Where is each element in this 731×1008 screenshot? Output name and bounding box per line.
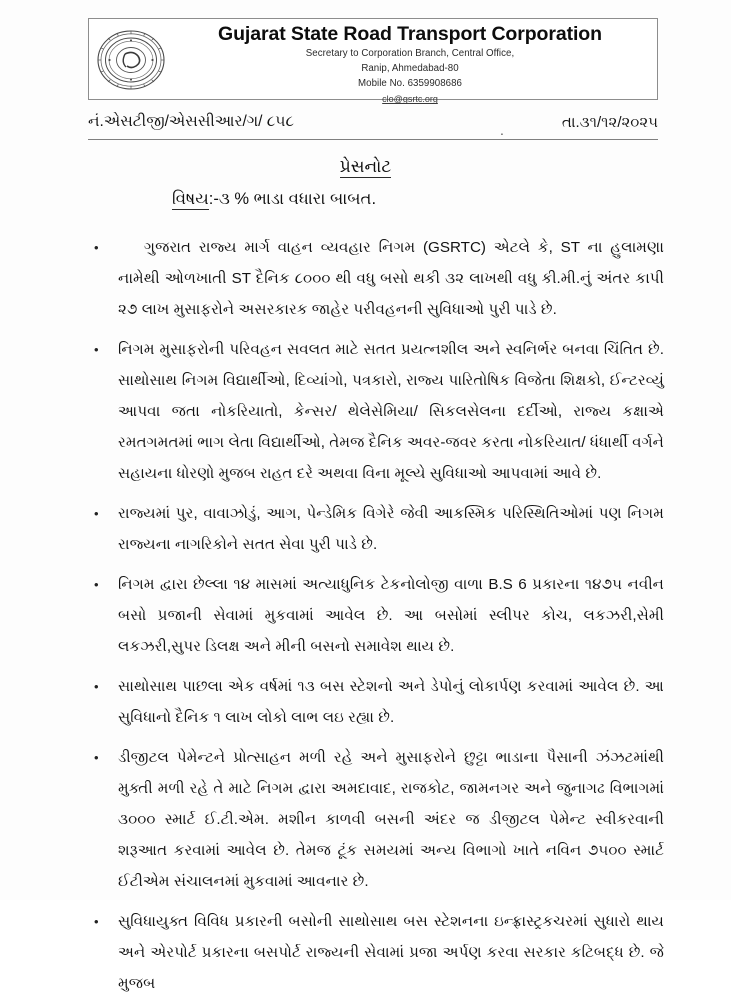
address-line-2: Ranip, Ahmedabad-80 bbox=[361, 63, 459, 75]
bullet-text: રાજ્યમાં પુર, વાવાઝોડું, આગ, પેન્ડેમિક વિગેરે જેવી આકસ્મિક પરિસ્થિતિઓમાં પણ નિગમ રાજ્યના નાગરિકોને સતત સેવા પુરી પાડે છે. bbox=[118, 505, 664, 553]
bullet-text: સાથોસાથ પાછલા એક વર્ષમાં ૧૩ બસ સ્ટેશનો અને ડેપોનું લોકાર્પણ કરવામાં આવેલ છે. આ સુવિધાનો દૈનિક ૧ લાખ લોકો લાભ લઇ રહ્યા છે. bbox=[118, 678, 664, 726]
bullet-marker-icon: • bbox=[94, 240, 99, 255]
list-item bbox=[92, 671, 664, 733]
body-content bbox=[92, 232, 664, 1008]
bullet-marker-icon: • bbox=[94, 679, 99, 694]
list-item bbox=[92, 498, 664, 560]
email-address: clo@gsrtc.org bbox=[382, 94, 438, 105]
gsrtc-seal-emblem-icon bbox=[95, 24, 167, 96]
bullet-marker-icon: • bbox=[94, 914, 99, 929]
list-item bbox=[92, 569, 664, 662]
reference-line bbox=[88, 113, 658, 140]
reference-separator-dot: . bbox=[500, 122, 504, 138]
bullet-marker-icon: • bbox=[94, 750, 99, 765]
page-title-text: પ્રેસનોટ bbox=[339, 157, 392, 176]
organization-name: Gujarat State Road Transport Corporation bbox=[218, 23, 602, 45]
bullet-marker-icon: • bbox=[94, 577, 99, 592]
subject-text: :-૩ % ભાડા વધારા બાબત. bbox=[208, 190, 377, 208]
bullet-text: સુવિધાયુક્ત વિવિધ પ્રકારની બસોની સાથોસાથ બસ સ્ટેશનના ઇન્ફ્રાસ્ટ્રકચરમાં સુધારો થાય અને એરપોર્ટ પ્રકારના બસપોર્ટ રાજ્યની સેવામાં પ્રજા અર્પણ કરવા સરકાર કટિબદ્ધ છે. જે મુજબ bbox=[118, 913, 664, 992]
bullet-text: નિગમ મુસાફરોની પરિવહન સવલત માટે સતત પ્રયત્નશીલ અને સ્વનિર્ભર બનવા ચિંતિત છે. સાથોસાથ નિગમ વિદ્યાર્થીઓ, દિવ્યાંગો, પત્રકારો, રાજ્ય પારિતોષિક વિજેતા શિક્ષકો, ઈન્ટરવ્યું આપવા જતા નોકરિયાતો, કેન્સર/ થેલેસેમિયા/ સિકલસેલના દર્દીઓ, રાજ્ય કક્ષાએ રમતગમતમાં ભાગ લેતા વિદ્યાર્થીઓ, તેમજ દૈનિક અવર-જવર કરતા નોકરિયાત/ ધંધાર્થી વર્ગને સહાયના ધોરણો મુજબ રાહત દરે અથવા વિના મૂલ્યે સુવિધાઓ આપવામાં આવે છે. bbox=[118, 341, 664, 482]
page-title bbox=[0, 157, 731, 177]
letterhead-text-block bbox=[167, 21, 653, 107]
bullet-text: ગુજરાત રાજ્ય માર્ગ વાહન વ્યવહાર નિગમ (GSRTC) એટલે કે, ST ના હુલામણા નામેથી ઓળખાતી ST દૈનિક ૮૦૦૦ થી વધુ બસો થકી ૩૨ લાખથી વધુ કી.મી.નું અંતર કાપી ૨૭ લાખ મુસાફરોને અસરકારક જાહેર પરીવહનની સુવિધાઓ પુરી પાડે છે. bbox=[118, 239, 664, 318]
bullet-marker-icon: • bbox=[94, 506, 99, 521]
address-line-1: Secretary to Corporation Branch, Central Office, bbox=[305, 48, 515, 60]
list-item bbox=[92, 232, 664, 325]
letterhead-box bbox=[88, 18, 658, 105]
reference-number: નં.એસટીજી/એસસીઆર/ગ/ ૮૫૮ bbox=[88, 113, 294, 130]
document-date: તા.૩૧/૧૨/૨૦૨૫ bbox=[561, 114, 658, 131]
bullet-text: ડીજીટલ પેમેન્ટને પ્રોત્સાહન મળી રહે અને મુસાફરોને છુટ્ટા ભાડાના પૈસાની ઝંઝટમાંથી મુક્તી મળી રહે તે માટે નિગમ દ્વારા અમદાવાદ, રાજકોટ, જામનગર અને જુનાગઢ વિભાગમાં ૩૦૦૦ સ્માર્ટ ઈ.ટી.એમ. મશીન કાળવી બસની અંદર જ ડીજીટલ પેમેન્ટ સ્વીકરવાની શરૂઆત કરવામાં આવેલ છે. તેમજ ટૂંક સમયમાં અન્ય વિભાગો ખાતે નવિન ૭૫૦૦ સ્માર્ટ ઈટીએમ સંચાલનમાં મુકવામાં આવનાર છે. bbox=[118, 749, 664, 890]
subject-line bbox=[172, 190, 376, 209]
list-item bbox=[92, 742, 664, 897]
list-item bbox=[92, 906, 664, 999]
list-item bbox=[92, 334, 664, 489]
subject-label: વિષય bbox=[172, 190, 209, 208]
mobile-number: Mobile No. 6359908686 bbox=[358, 78, 462, 90]
bullet-text: નિગમ દ્વારા છેલ્લા ૧૪ માસમાં અત્યાધુનિક ટેકનોલોજી વાળા B.S 6 પ્રકારના ૧૪૭૫ નવીન બસો પ્રજાની સેવામાં મુકવામાં આવેલ છે. આ બસોમાં સ્લીપર કોચ, લકઝરી,સેમી લકઝરી,સુપર ડિલક્ષ અને મીની બસનો સમાવેશ થાય છે. bbox=[118, 576, 664, 655]
bullet-marker-icon: • bbox=[94, 342, 99, 357]
